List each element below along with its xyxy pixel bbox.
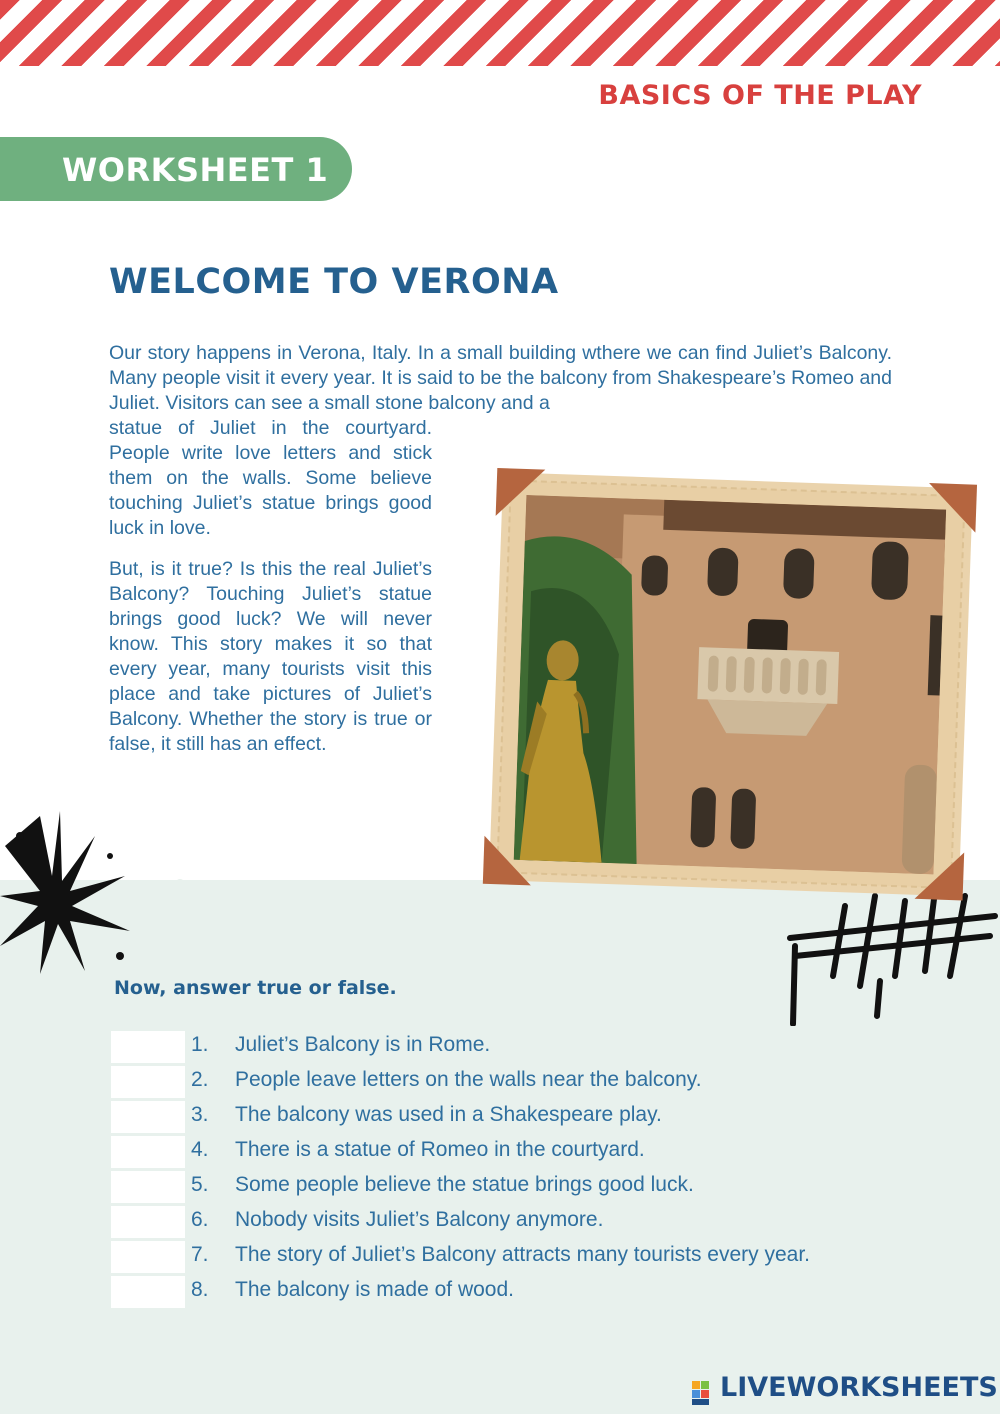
- juliet-balcony-photo: [468, 458, 980, 906]
- question-text: People leave letters on the walls near the balcony.: [235, 1068, 702, 1091]
- question-number: 7.: [191, 1243, 209, 1266]
- answer-input-1[interactable]: [111, 1031, 185, 1063]
- brand-logo-text[interactable]: LIVEWORKSHEETS: [720, 1372, 998, 1403]
- answer-input-8[interactable]: [111, 1276, 185, 1308]
- intro-paragraph: Our story happens in Verona, Italy. In a small building wthere we can find Juliet’s Balcony. Many people visit it every year. It is said to be the balcony from Shakespeare’s Romeo and Juliet. Visitors can see a small stone balcony and a: [109, 342, 892, 414]
- question-row-5: [111, 1170, 991, 1205]
- question-number: 2.: [191, 1068, 209, 1091]
- question-text: The balcony is made of wood.: [235, 1278, 514, 1301]
- question-row-2: [111, 1065, 991, 1100]
- question-row-3: [111, 1100, 991, 1135]
- ink-splatter-left: [0, 806, 140, 976]
- answer-input-3[interactable]: [111, 1101, 185, 1133]
- answer-input-7[interactable]: [111, 1241, 185, 1273]
- question-row-1: [111, 1030, 991, 1065]
- header-stripe-bar: [0, 0, 1000, 66]
- question-number: 1.: [191, 1033, 209, 1056]
- answer-input-4[interactable]: [111, 1136, 185, 1168]
- question-number: 5.: [191, 1173, 209, 1196]
- question-text: Juliet’s Balcony is in Rome.: [235, 1033, 491, 1056]
- answer-input-5[interactable]: [111, 1171, 185, 1203]
- question-row-4: [111, 1135, 991, 1170]
- question-text: The balcony was used in a Shakespeare play.: [235, 1103, 662, 1126]
- question-text: The story of Juliet’s Balcony attracts many tourists every year.: [235, 1243, 811, 1266]
- true-false-list: [111, 1030, 991, 1310]
- worksheet-label: WORKSHEET 1: [62, 151, 329, 189]
- question-heading: Now, answer true or false.: [114, 977, 397, 999]
- question-number: 3.: [191, 1103, 209, 1126]
- question-text: There is a statue of Romeo in the courtyard.: [235, 1138, 645, 1161]
- question-row-7: [111, 1240, 991, 1275]
- question-text: Some people believe the statue brings good luck.: [235, 1173, 694, 1196]
- paragraph-letters: statue of Juliet in the courtyard. People write love letters and stick them on the walls. Some believe touching Juliet’s statue brings good luck in love.: [109, 417, 432, 539]
- question-number: 4.: [191, 1138, 209, 1161]
- section-label: BASICS OF THE PLAY: [598, 80, 922, 111]
- question-row-6: [111, 1205, 991, 1240]
- answer-input-6[interactable]: [111, 1206, 185, 1238]
- liveworksheets-logo-icon: [692, 1373, 718, 1407]
- paragraph-question: But, is it true? Is this the real Juliet’s Balcony? Touching Juliet’s statue brings good luck? We will never know. This story makes it so that every year, many tourists visit this place and take pictures of Juliet’s Balcony. Whether the story is true or false, it still has an effect.: [109, 558, 432, 755]
- page-title: WELCOME TO VERONA: [109, 262, 559, 302]
- question-text: Nobody visits Juliet’s Balcony anymore.: [235, 1208, 604, 1231]
- answer-input-2[interactable]: [111, 1066, 185, 1098]
- question-number: 8.: [191, 1278, 209, 1301]
- question-row-8: [111, 1275, 991, 1310]
- worksheet-badge: [0, 137, 352, 201]
- question-number: 6.: [191, 1208, 209, 1231]
